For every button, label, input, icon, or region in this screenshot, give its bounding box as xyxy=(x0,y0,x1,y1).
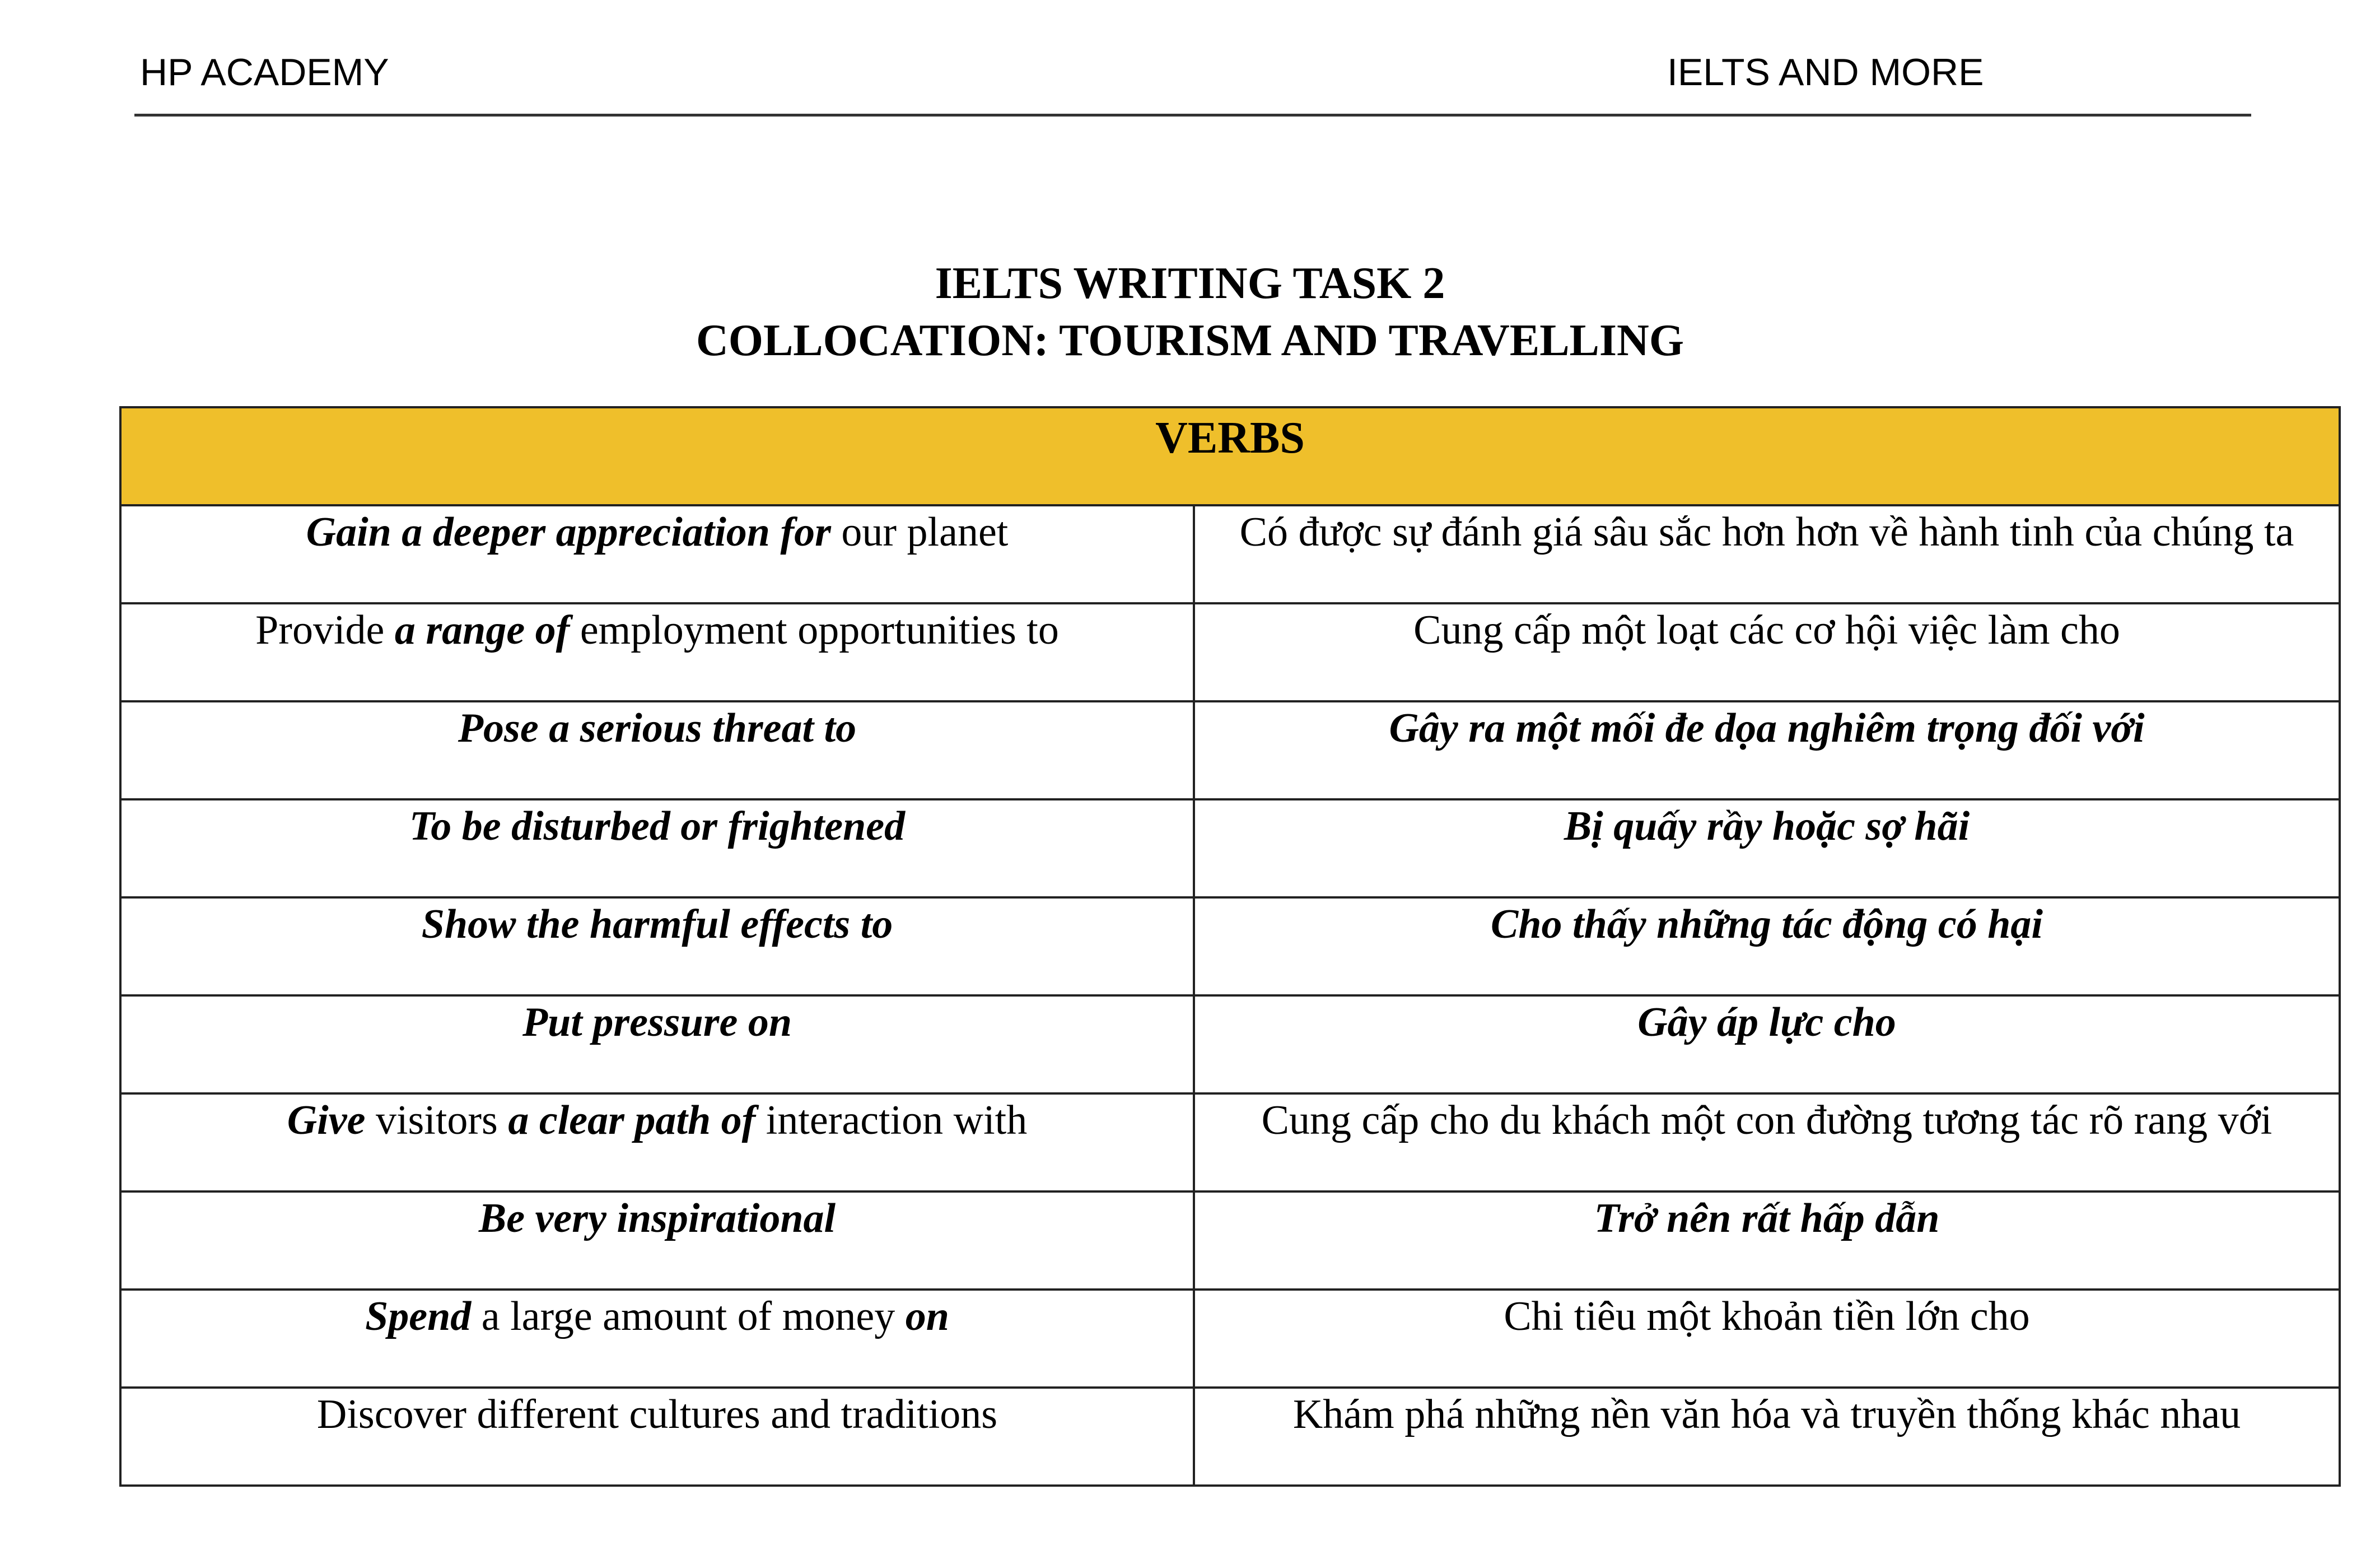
document-title xyxy=(0,255,2380,369)
emphasized-text: Bị quấy rầy hoặc sợ hãi xyxy=(1564,803,1970,849)
emphasized-text: Spend xyxy=(365,1293,472,1339)
plain-text: employment opportunities to xyxy=(570,607,1059,653)
emphasized-text: Be very inspirational xyxy=(478,1195,836,1241)
plain-text: Chi tiêu một khoản tiền lớn cho xyxy=(1504,1293,2030,1339)
title-line-2: COLLOCATION: TOURISM AND TRAVELLING xyxy=(696,316,1684,365)
emphasized-text: Cho thấy những tác động có hại xyxy=(1491,901,2043,947)
english-collocation-cell xyxy=(120,1290,1194,1388)
vietnamese-translation-cell xyxy=(1194,1093,2340,1191)
english-collocation-cell xyxy=(120,701,1194,799)
plain-text: Có được sự đánh giá sâu sắc hơn hơn về hành tinh của chúng ta xyxy=(1239,509,2294,555)
table-row xyxy=(120,701,2340,799)
english-collocation-cell xyxy=(120,603,1194,701)
table-row xyxy=(120,1191,2340,1290)
emphasized-text: Pose a serious threat to xyxy=(458,705,857,751)
vietnamese-translation-cell xyxy=(1194,505,2340,603)
vietnamese-translation-cell xyxy=(1194,603,2340,701)
english-collocation-cell xyxy=(120,1093,1194,1191)
emphasized-text: Put pressure on xyxy=(522,999,792,1045)
table-row xyxy=(120,505,2340,603)
emphasized-text: To be disturbed or frightened xyxy=(409,803,906,849)
vietnamese-translation-cell xyxy=(1194,1290,2340,1388)
emphasized-text: Show the harmful effects to xyxy=(421,901,893,947)
vietnamese-translation-cell xyxy=(1194,799,2340,897)
title-line-1: IELTS WRITING TASK 2 xyxy=(935,259,1445,308)
table-body xyxy=(120,505,2340,1486)
header-divider xyxy=(134,114,2251,117)
plain-text: Cung cấp một loạt các cơ hội việc làm cho xyxy=(1413,607,2120,653)
emphasized-text: Give xyxy=(287,1097,366,1143)
table-row xyxy=(120,1388,2340,1486)
header-right-text: IELTS AND MORE xyxy=(1667,51,1984,94)
table-row xyxy=(120,897,2340,995)
emphasized-text: Trở nên rất hấp dẫn xyxy=(1594,1195,1940,1241)
emphasized-text: on xyxy=(905,1293,949,1339)
plain-text: our planet xyxy=(830,509,1009,555)
table-row xyxy=(120,995,2340,1093)
plain-text: interaction with xyxy=(755,1097,1028,1143)
plain-text: Provide xyxy=(255,607,395,653)
emphasized-text: Gây ra một mối đe dọa nghiêm trọng đối với xyxy=(1389,705,2145,751)
emphasized-text: Gây áp lực cho xyxy=(1637,999,1896,1045)
table-row xyxy=(120,1093,2340,1191)
plain-text: visitors xyxy=(365,1097,508,1143)
emphasized-text: a clear path of xyxy=(508,1097,756,1143)
vietnamese-translation-cell xyxy=(1194,1191,2340,1290)
header-left-text: HP ACADEMY xyxy=(140,51,389,94)
vietnamese-translation-cell xyxy=(1194,701,2340,799)
plain-text: Discover different cultures and traditions xyxy=(316,1391,998,1437)
vietnamese-translation-cell xyxy=(1194,995,2340,1093)
plain-text: Khám phá những nền văn hóa và truyền thống khác nhau xyxy=(1292,1391,2241,1437)
section-heading: VERBS xyxy=(120,407,2340,505)
emphasized-text: Gain a deeper appreciation for xyxy=(306,509,831,555)
plain-text: a large amount of money xyxy=(471,1293,906,1339)
english-collocation-cell xyxy=(120,995,1194,1093)
english-collocation-cell xyxy=(120,505,1194,603)
vietnamese-translation-cell xyxy=(1194,897,2340,995)
table-row xyxy=(120,1290,2340,1388)
table-header-row xyxy=(120,407,2340,505)
english-collocation-cell xyxy=(120,1388,1194,1486)
emphasized-text: a range of xyxy=(394,607,570,653)
table-row xyxy=(120,603,2340,701)
table-row xyxy=(120,799,2340,897)
collocation-table xyxy=(119,406,2341,1487)
english-collocation-cell xyxy=(120,1191,1194,1290)
vietnamese-translation-cell xyxy=(1194,1388,2340,1486)
english-collocation-cell xyxy=(120,799,1194,897)
plain-text: Cung cấp cho du khách một con đường tương tác rõ rang với xyxy=(1261,1097,2272,1143)
english-collocation-cell xyxy=(120,897,1194,995)
